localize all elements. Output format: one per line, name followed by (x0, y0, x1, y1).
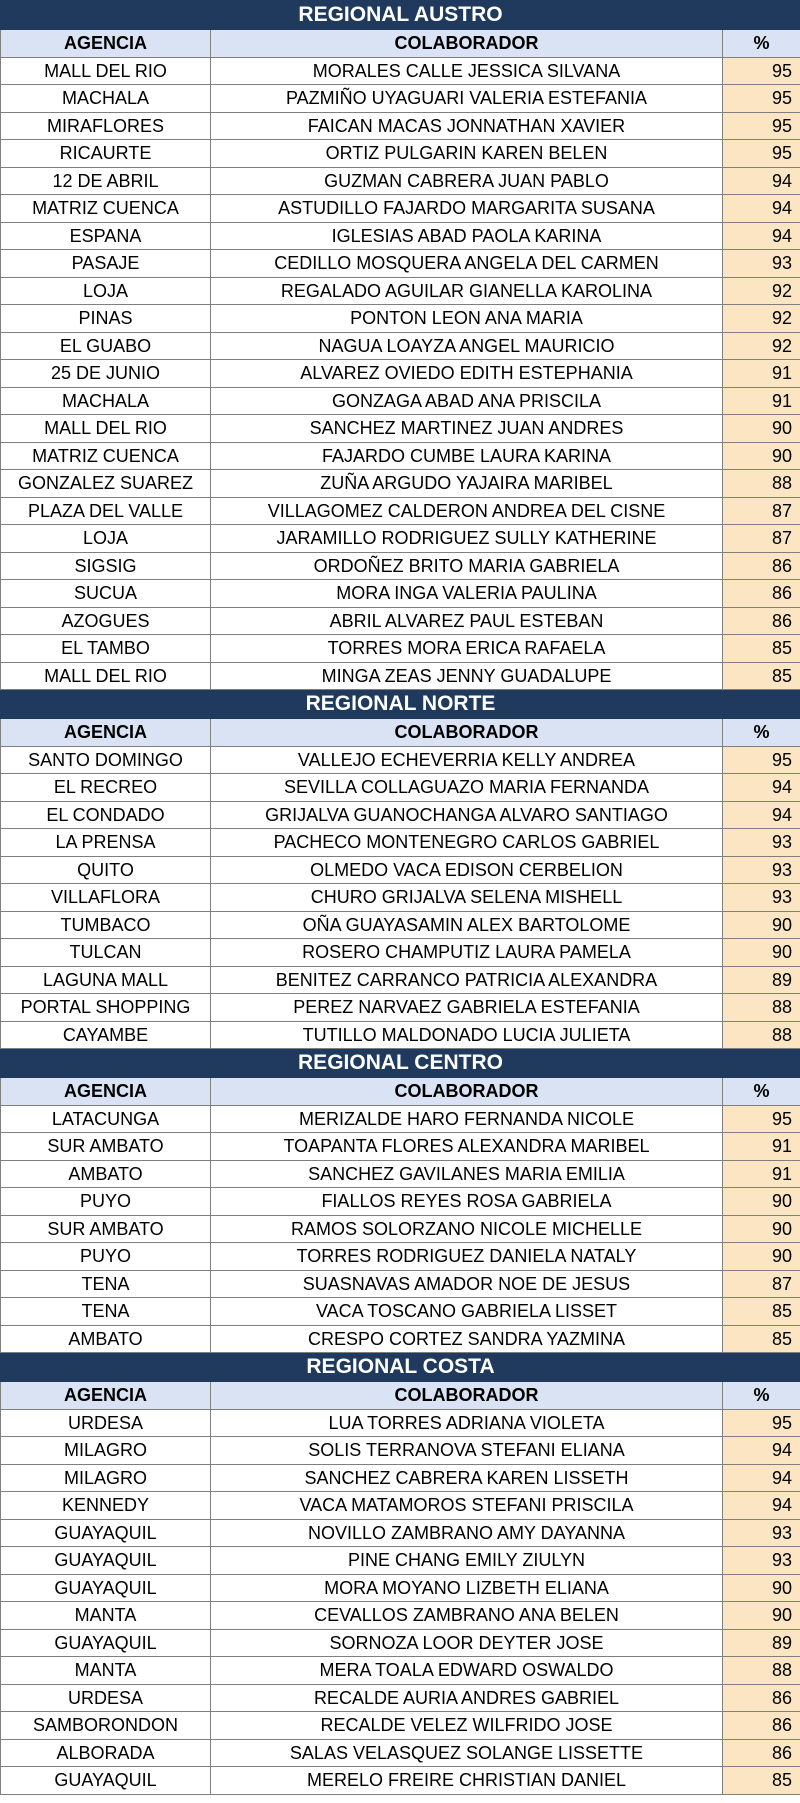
ranking-table-body (1, 1, 800, 1795)
agency-cell: MATRIZ CUENCA (1, 195, 211, 223)
collaborator-cell: ORTIZ PULGARIN KAREN BELEN (211, 140, 723, 168)
collaborator-cell: MINGA ZEAS JENNY GUADALUPE (211, 662, 723, 690)
table-row (1, 552, 800, 580)
percent-cell: 93 (723, 884, 800, 912)
collaborator-cell: VACA TOSCANO GABRIELA LISSET (211, 1298, 723, 1326)
agency-cell: TENA (1, 1270, 211, 1298)
agency-cell: LATACUNGA (1, 1105, 211, 1133)
table-row (1, 497, 800, 525)
table-row (1, 57, 800, 85)
percent-cell: 86 (723, 607, 800, 635)
agency-cell: GUAYAQUIL (1, 1519, 211, 1547)
agency-cell: MILAGRO (1, 1464, 211, 1492)
region-title-row (1, 1353, 800, 1382)
collaborator-cell: SOLIS TERRANOVA STEFANI ELIANA (211, 1437, 723, 1465)
collaborator-cell: SEVILLA COLLAGUAZO MARIA FERNANDA (211, 774, 723, 802)
agency-cell: EL CONDADO (1, 801, 211, 829)
collaborator-cell: ASTUDILLO FAJARDO MARGARITA SUSANA (211, 195, 723, 223)
table-row (1, 1602, 800, 1630)
collaborator-cell: SORNOZA LOOR DEYTER JOSE (211, 1629, 723, 1657)
column-header-percent: % (723, 1382, 800, 1410)
percent-cell: 93 (723, 1547, 800, 1575)
table-row (1, 966, 800, 994)
table-row (1, 1629, 800, 1657)
collaborator-cell: LUA TORRES ADRIANA VIOLETA (211, 1409, 723, 1437)
table-row (1, 1547, 800, 1575)
agency-cell: GUAYAQUIL (1, 1629, 211, 1657)
agency-cell: SIGSIG (1, 552, 211, 580)
agency-cell: AMBATO (1, 1325, 211, 1353)
agency-cell: SUR AMBATO (1, 1133, 211, 1161)
percent-cell: 95 (723, 1409, 800, 1437)
percent-cell: 86 (723, 1684, 800, 1712)
table-row (1, 332, 800, 360)
collaborator-cell: JARAMILLO RODRIGUEZ SULLY KATHERINE (211, 525, 723, 553)
region-title: REGIONAL AUSTRO (1, 1, 800, 30)
table-row (1, 1409, 800, 1437)
agency-cell: PORTAL SHOPPING (1, 994, 211, 1022)
collaborator-cell: RECALDE AURIA ANDRES GABRIEL (211, 1684, 723, 1712)
column-header-agency: AGENCIA (1, 719, 211, 747)
agency-cell: URDESA (1, 1409, 211, 1437)
table-row (1, 774, 800, 802)
table-row (1, 250, 800, 278)
column-header-collaborator: COLABORADOR (211, 1382, 723, 1410)
table-row (1, 442, 800, 470)
collaborator-cell: REGALADO AGUILAR GIANELLA KAROLINA (211, 277, 723, 305)
agency-cell: PLAZA DEL VALLE (1, 497, 211, 525)
percent-cell: 90 (723, 1574, 800, 1602)
collaborator-cell: CEDILLO MOSQUERA ANGELA DEL CARMEN (211, 250, 723, 278)
table-row (1, 1160, 800, 1188)
percent-cell: 95 (723, 140, 800, 168)
agency-cell: TUMBACO (1, 911, 211, 939)
column-header-row (1, 30, 800, 58)
table-row (1, 829, 800, 857)
collaborator-cell: ORDOÑEZ BRITO MARIA GABRIELA (211, 552, 723, 580)
table-row (1, 1243, 800, 1271)
percent-cell: 86 (723, 580, 800, 608)
percent-cell: 88 (723, 994, 800, 1022)
table-row (1, 884, 800, 912)
percent-cell: 93 (723, 250, 800, 278)
collaborator-cell: SUASNAVAS AMADOR NOE DE JESUS (211, 1270, 723, 1298)
table-row (1, 580, 800, 608)
percent-cell: 90 (723, 911, 800, 939)
collaborator-cell: SANCHEZ MARTINEZ JUAN ANDRES (211, 415, 723, 443)
table-row (1, 167, 800, 195)
table-row (1, 1021, 800, 1049)
table-row (1, 746, 800, 774)
column-header-collaborator: COLABORADOR (211, 30, 723, 58)
percent-cell: 95 (723, 57, 800, 85)
collaborator-cell: MORA INGA VALERIA PAULINA (211, 580, 723, 608)
region-title: REGIONAL CENTRO (1, 1049, 800, 1078)
region-title-row (1, 690, 800, 719)
collaborator-cell: CEVALLOS ZAMBRANO ANA BELEN (211, 1602, 723, 1630)
percent-cell: 86 (723, 552, 800, 580)
collaborator-cell: MERA TOALA EDWARD OSWALDO (211, 1657, 723, 1685)
collaborator-cell: MERELO FREIRE CHRISTIAN DANIEL (211, 1767, 723, 1795)
agency-cell: VILLAFLORA (1, 884, 211, 912)
collaborator-cell: ZUÑA ARGUDO YAJAIRA MARIBEL (211, 470, 723, 498)
collaborator-cell: MERIZALDE HARO FERNANDA NICOLE (211, 1105, 723, 1133)
collaborator-cell: NOVILLO ZAMBRANO AMY DAYANNA (211, 1519, 723, 1547)
percent-cell: 94 (723, 1437, 800, 1465)
collaborator-cell: PINE CHANG EMILY ZIULYN (211, 1547, 723, 1575)
table-row (1, 1464, 800, 1492)
table-row (1, 1188, 800, 1216)
percent-cell: 90 (723, 1215, 800, 1243)
agency-cell: CAYAMBE (1, 1021, 211, 1049)
collaborator-cell: NAGUA LOAYZA ANGEL MAURICIO (211, 332, 723, 360)
agency-cell: SAMBORONDON (1, 1712, 211, 1740)
table-row (1, 1437, 800, 1465)
collaborator-cell: PAZMIÑO UYAGUARI VALERIA ESTEFANIA (211, 85, 723, 113)
collaborator-cell: TORRES RODRIGUEZ DANIELA NATALY (211, 1243, 723, 1271)
percent-cell: 95 (723, 112, 800, 140)
percent-cell: 90 (723, 1188, 800, 1216)
table-row (1, 662, 800, 690)
agency-cell: AZOGUES (1, 607, 211, 635)
agency-cell: RICAURTE (1, 140, 211, 168)
table-row (1, 635, 800, 663)
column-header-collaborator: COLABORADOR (211, 719, 723, 747)
percent-cell: 95 (723, 1105, 800, 1133)
agency-cell: MILAGRO (1, 1437, 211, 1465)
collaborator-cell: VALLEJO ECHEVERRIA KELLY ANDREA (211, 746, 723, 774)
percent-cell: 89 (723, 1629, 800, 1657)
percent-cell: 93 (723, 1519, 800, 1547)
collaborator-cell: ABRIL ALVAREZ PAUL ESTEBAN (211, 607, 723, 635)
percent-cell: 95 (723, 746, 800, 774)
collaborator-cell: SANCHEZ CABRERA KAREN LISSETH (211, 1464, 723, 1492)
collaborator-cell: CRESPO CORTEZ SANDRA YAZMINA (211, 1325, 723, 1353)
table-row (1, 1739, 800, 1767)
percent-cell: 94 (723, 1492, 800, 1520)
table-row (1, 856, 800, 884)
table-row (1, 1767, 800, 1795)
agency-cell: MACHALA (1, 387, 211, 415)
agency-cell: SUR AMBATO (1, 1215, 211, 1243)
table-row (1, 1519, 800, 1547)
agency-cell: MALL DEL RIO (1, 57, 211, 85)
collaborator-cell: PONTON LEON ANA MARIA (211, 305, 723, 333)
collaborator-cell: MORA MOYANO LIZBETH ELIANA (211, 1574, 723, 1602)
percent-cell: 94 (723, 1464, 800, 1492)
collaborator-cell: PACHECO MONTENEGRO CARLOS GABRIEL (211, 829, 723, 857)
table-row (1, 1133, 800, 1161)
table-row (1, 607, 800, 635)
table-row (1, 470, 800, 498)
column-header-agency: AGENCIA (1, 1078, 211, 1106)
table-row (1, 360, 800, 388)
table-row (1, 1574, 800, 1602)
agency-cell: 12 DE ABRIL (1, 167, 211, 195)
percent-cell: 94 (723, 222, 800, 250)
column-header-row (1, 719, 800, 747)
agency-cell: PUYO (1, 1243, 211, 1271)
percent-cell: 90 (723, 1602, 800, 1630)
percent-cell: 92 (723, 332, 800, 360)
agency-cell: GUAYAQUIL (1, 1574, 211, 1602)
region-title-row (1, 1049, 800, 1078)
table-row (1, 1657, 800, 1685)
region-title-row (1, 1, 800, 30)
percent-cell: 85 (723, 1767, 800, 1795)
percent-cell: 87 (723, 525, 800, 553)
percent-cell: 90 (723, 1243, 800, 1271)
collaborator-cell: FAJARDO CUMBE LAURA KARINA (211, 442, 723, 470)
table-row (1, 195, 800, 223)
collaborator-cell: FIALLOS REYES ROSA GABRIELA (211, 1188, 723, 1216)
collaborator-cell: RAMOS SOLORZANO NICOLE MICHELLE (211, 1215, 723, 1243)
agency-cell: PUYO (1, 1188, 211, 1216)
percent-cell: 92 (723, 305, 800, 333)
agency-cell: SUCUA (1, 580, 211, 608)
percent-cell: 87 (723, 497, 800, 525)
percent-cell: 86 (723, 1712, 800, 1740)
table-row (1, 415, 800, 443)
percent-cell: 93 (723, 829, 800, 857)
agency-cell: LOJA (1, 277, 211, 305)
table-row (1, 222, 800, 250)
agency-cell: LA PRENSA (1, 829, 211, 857)
column-header-row (1, 1382, 800, 1410)
table-row (1, 1270, 800, 1298)
percent-cell: 85 (723, 635, 800, 663)
column-header-percent: % (723, 719, 800, 747)
collaborator-cell: RECALDE VELEZ WILFRIDO JOSE (211, 1712, 723, 1740)
table-row (1, 1492, 800, 1520)
collaborator-cell: CHURO GRIJALVA SELENA MISHELL (211, 884, 723, 912)
collaborator-cell: VILLAGOMEZ CALDERON ANDREA DEL CISNE (211, 497, 723, 525)
column-header-collaborator: COLABORADOR (211, 1078, 723, 1106)
percent-cell: 91 (723, 1160, 800, 1188)
collaborator-cell: OÑA GUAYASAMIN ALEX BARTOLOME (211, 911, 723, 939)
percent-cell: 85 (723, 1298, 800, 1326)
table-row (1, 85, 800, 113)
agency-cell: MACHALA (1, 85, 211, 113)
percent-cell: 86 (723, 1739, 800, 1767)
percent-cell: 90 (723, 415, 800, 443)
agency-cell: SANTO DOMINGO (1, 746, 211, 774)
percent-cell: 93 (723, 856, 800, 884)
agency-cell: EL GUABO (1, 332, 211, 360)
percent-cell: 90 (723, 442, 800, 470)
column-header-percent: % (723, 30, 800, 58)
table-row (1, 1684, 800, 1712)
agency-cell: MIRAFLORES (1, 112, 211, 140)
table-row (1, 801, 800, 829)
agency-cell: PINAS (1, 305, 211, 333)
agency-cell: PASAJE (1, 250, 211, 278)
percent-cell: 94 (723, 774, 800, 802)
table-row (1, 994, 800, 1022)
agency-cell: ESPANA (1, 222, 211, 250)
percent-cell: 89 (723, 966, 800, 994)
agency-cell: 25 DE JUNIO (1, 360, 211, 388)
table-row (1, 1712, 800, 1740)
table-row (1, 305, 800, 333)
agency-cell: LOJA (1, 525, 211, 553)
agency-cell: EL TAMBO (1, 635, 211, 663)
agency-cell: URDESA (1, 1684, 211, 1712)
agency-cell: GONZALEZ SUAREZ (1, 470, 211, 498)
collaborator-cell: ALVAREZ OVIEDO EDITH ESTEPHANIA (211, 360, 723, 388)
percent-cell: 91 (723, 387, 800, 415)
column-header-agency: AGENCIA (1, 1382, 211, 1410)
table-row (1, 939, 800, 967)
percent-cell: 87 (723, 1270, 800, 1298)
table-row (1, 1298, 800, 1326)
table-row (1, 387, 800, 415)
table-row (1, 525, 800, 553)
collaborator-cell: TOAPANTA FLORES ALEXANDRA MARIBEL (211, 1133, 723, 1161)
collaborator-cell: GUZMAN CABRERA JUAN PABLO (211, 167, 723, 195)
column-header-row (1, 1078, 800, 1106)
collaborator-cell: PEREZ NARVAEZ GABRIELA ESTEFANIA (211, 994, 723, 1022)
percent-cell: 91 (723, 360, 800, 388)
collaborator-cell: MORALES CALLE JESSICA SILVANA (211, 57, 723, 85)
agency-cell: MANTA (1, 1657, 211, 1685)
collaborator-cell: VACA MATAMOROS STEFANI PRISCILA (211, 1492, 723, 1520)
percent-cell: 90 (723, 939, 800, 967)
column-header-percent: % (723, 1078, 800, 1106)
table-row (1, 112, 800, 140)
agency-cell: MALL DEL RIO (1, 415, 211, 443)
table-row (1, 277, 800, 305)
agency-cell: EL RECREO (1, 774, 211, 802)
table-row (1, 140, 800, 168)
agency-cell: QUITO (1, 856, 211, 884)
region-title: REGIONAL COSTA (1, 1353, 800, 1382)
collaborator-cell: GRIJALVA GUANOCHANGA ALVARO SANTIAGO (211, 801, 723, 829)
percent-cell: 91 (723, 1133, 800, 1161)
agency-cell: GUAYAQUIL (1, 1767, 211, 1795)
agency-cell: MATRIZ CUENCA (1, 442, 211, 470)
percent-cell: 92 (723, 277, 800, 305)
collaborator-cell: SALAS VELASQUEZ SOLANGE LISSETTE (211, 1739, 723, 1767)
table-row (1, 1215, 800, 1243)
percent-cell: 94 (723, 195, 800, 223)
collaborator-cell: ROSERO CHAMPUTIZ LAURA PAMELA (211, 939, 723, 967)
region-title: REGIONAL NORTE (1, 690, 800, 719)
agency-cell: GUAYAQUIL (1, 1547, 211, 1575)
collaborator-cell: SANCHEZ GAVILANES MARIA EMILIA (211, 1160, 723, 1188)
agency-cell: LAGUNA MALL (1, 966, 211, 994)
collaborator-cell: IGLESIAS ABAD PAOLA KARINA (211, 222, 723, 250)
collaborator-cell: FAICAN MACAS JONNATHAN XAVIER (211, 112, 723, 140)
percent-cell: 85 (723, 1325, 800, 1353)
agency-cell: MANTA (1, 1602, 211, 1630)
table-row (1, 1325, 800, 1353)
collaborator-cell: TORRES MORA ERICA RAFAELA (211, 635, 723, 663)
table-row (1, 1105, 800, 1133)
agency-cell: MALL DEL RIO (1, 662, 211, 690)
percent-cell: 88 (723, 470, 800, 498)
agency-cell: TENA (1, 1298, 211, 1326)
agency-cell: ALBORADA (1, 1739, 211, 1767)
collaborator-cell: GONZAGA ABAD ANA PRISCILA (211, 387, 723, 415)
percent-cell: 94 (723, 801, 800, 829)
percent-cell: 88 (723, 1657, 800, 1685)
agency-cell: AMBATO (1, 1160, 211, 1188)
column-header-agency: AGENCIA (1, 30, 211, 58)
agency-cell: KENNEDY (1, 1492, 211, 1520)
collaborator-cell: BENITEZ CARRANCO PATRICIA ALEXANDRA (211, 966, 723, 994)
percent-cell: 85 (723, 662, 800, 690)
agency-cell: TULCAN (1, 939, 211, 967)
percent-cell: 95 (723, 85, 800, 113)
collaborator-cell: OLMEDO VACA EDISON CERBELION (211, 856, 723, 884)
table-row (1, 911, 800, 939)
collaborator-cell: TUTILLO MALDONADO LUCIA JULIETA (211, 1021, 723, 1049)
percent-cell: 94 (723, 167, 800, 195)
percent-cell: 88 (723, 1021, 800, 1049)
